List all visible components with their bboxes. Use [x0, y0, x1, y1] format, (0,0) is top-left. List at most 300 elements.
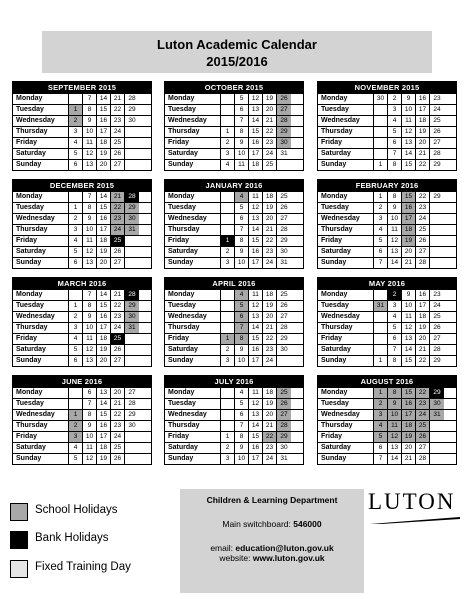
- date-cell: 22: [416, 356, 430, 366]
- date-cell: 29: [433, 193, 441, 200]
- date-cell: 24: [263, 454, 277, 464]
- date-cell: 14: [249, 116, 263, 126]
- date-cell: 28: [128, 95, 136, 102]
- switchboard-number: 546000: [293, 519, 322, 529]
- date-cell: 20: [263, 410, 277, 420]
- date-cell: [221, 105, 235, 115]
- date-cell: 13: [83, 160, 97, 170]
- day-name: Wednesday: [318, 214, 374, 224]
- date-cell: 8: [235, 127, 249, 137]
- day-name: Saturday: [318, 443, 374, 453]
- date-cell: 19: [97, 247, 111, 257]
- date-cell: 13: [388, 443, 402, 453]
- week-row: [165, 289, 303, 300]
- month-header: JANUARY 2016: [165, 180, 303, 191]
- date-cell: [125, 247, 139, 257]
- date-cell: 7: [374, 258, 388, 268]
- week-row: [318, 224, 456, 235]
- date-cell: 27: [111, 160, 125, 170]
- date-cell: 23: [416, 203, 430, 213]
- school-holiday-cell: 15: [402, 388, 416, 398]
- school-holiday-cell: 7: [235, 323, 249, 333]
- date-cell: 23: [263, 247, 277, 257]
- week-row: [13, 202, 151, 213]
- date-cell: 14: [249, 421, 263, 431]
- date-cell: [430, 203, 444, 213]
- date-cell: 10: [235, 149, 249, 159]
- day-name: Tuesday: [13, 301, 69, 311]
- training-day-swatch: [10, 560, 28, 578]
- date-cell: 21: [111, 399, 125, 409]
- date-cell: 23: [433, 291, 441, 298]
- school-holiday-cell: 26: [416, 432, 430, 442]
- date-cell: [125, 454, 139, 464]
- school-holiday-cell: 30: [125, 214, 139, 224]
- date-cell: 17: [416, 301, 430, 311]
- week-row: [165, 202, 303, 213]
- week-row: [318, 257, 456, 268]
- date-cell: 18: [416, 312, 430, 322]
- date-cell: 25: [433, 313, 441, 320]
- date-cell: 13: [83, 258, 97, 268]
- day-name: Friday: [165, 138, 221, 148]
- school-holiday-cell: 22: [263, 432, 277, 442]
- date-cell: 13: [249, 312, 263, 322]
- month-header: FEBRUARY 2016: [318, 180, 456, 191]
- day-name: Wednesday: [318, 116, 374, 126]
- week-row: [318, 322, 456, 333]
- month-april-2016: [164, 277, 304, 367]
- week-row: [318, 213, 456, 224]
- date-cell: 11: [83, 334, 97, 344]
- date-cell: 18: [97, 334, 111, 344]
- date-cell: 5: [69, 454, 83, 464]
- day-name: Monday: [318, 290, 374, 300]
- date-cell: 16: [97, 214, 111, 224]
- date-cell: 3: [69, 323, 83, 333]
- date-cell: 15: [249, 432, 263, 442]
- website-link[interactable]: www.luton.gov.uk: [252, 553, 325, 563]
- day-name: Saturday: [318, 149, 374, 159]
- date-cell: 13: [83, 356, 97, 366]
- school-holiday-cell: 3: [69, 432, 83, 442]
- school-holiday-cell: 1: [374, 388, 388, 398]
- date-cell: 23: [433, 95, 441, 102]
- date-cell: 20: [111, 388, 125, 398]
- date-cell: 11: [83, 443, 97, 453]
- week-row: [318, 311, 456, 322]
- date-cell: 25: [263, 160, 277, 170]
- school-holiday-cell: 29: [125, 203, 139, 213]
- date-cell: 21: [263, 421, 277, 431]
- week-row: [13, 126, 151, 137]
- date-cell: 1: [374, 356, 388, 366]
- day-name: Thursday: [165, 323, 221, 333]
- school-holiday-cell: 19: [402, 236, 416, 246]
- date-cell: 22: [111, 410, 125, 420]
- date-cell: 16: [249, 247, 263, 257]
- date-cell: 8: [83, 410, 97, 420]
- week-row: [165, 213, 303, 224]
- date-cell: 1: [69, 301, 83, 311]
- date-cell: 27: [416, 443, 430, 453]
- week-row: [318, 126, 456, 137]
- date-cell: 7: [83, 94, 97, 104]
- date-cell: [125, 345, 139, 355]
- date-cell: 21: [416, 149, 430, 159]
- date-cell: [430, 236, 444, 246]
- date-cell: 25: [416, 225, 430, 235]
- day-name: Saturday: [13, 247, 69, 257]
- week-row: [165, 409, 303, 420]
- date-cell: 3: [69, 225, 83, 235]
- date-cell: [69, 388, 83, 398]
- date-cell: 1: [221, 127, 235, 137]
- date-cell: 16: [416, 94, 430, 104]
- week-row: [13, 115, 151, 126]
- date-cell: 20: [416, 334, 430, 344]
- week-row: [165, 344, 303, 355]
- date-cell: 14: [97, 94, 111, 104]
- date-cell: 8: [235, 432, 249, 442]
- week-row: [165, 126, 303, 137]
- date-cell: 18: [416, 116, 430, 126]
- date-cell: 29: [128, 106, 136, 113]
- date-cell: 6: [388, 138, 402, 148]
- date-cell: 7: [235, 421, 249, 431]
- date-cell: 3: [388, 105, 402, 115]
- school-holiday-cell: 29: [277, 432, 291, 442]
- date-cell: 28: [433, 150, 441, 157]
- date-cell: 20: [263, 312, 277, 322]
- date-cell: 15: [249, 334, 263, 344]
- date-cell: 6: [69, 258, 83, 268]
- day-name: Saturday: [13, 345, 69, 355]
- week-row: [318, 191, 456, 202]
- date-cell: 21: [263, 225, 277, 235]
- day-name: Thursday: [13, 421, 69, 431]
- week-row: [318, 420, 456, 431]
- date-cell: 21: [263, 116, 277, 126]
- day-name: Friday: [165, 432, 221, 442]
- day-name: Thursday: [165, 421, 221, 431]
- logo-swoosh-icon: [370, 517, 460, 525]
- date-cell: [374, 127, 388, 137]
- date-cell: 21: [263, 323, 277, 333]
- date-cell: [221, 410, 235, 420]
- school-holiday-cell: 23: [416, 399, 430, 409]
- date-cell: 25: [111, 443, 125, 453]
- week-row: [165, 93, 303, 104]
- luton-logo: [368, 490, 464, 528]
- day-name: Tuesday: [165, 105, 221, 115]
- date-cell: 25: [433, 117, 441, 124]
- day-name: Friday: [13, 138, 69, 148]
- date-cell: 28: [433, 346, 441, 353]
- date-cell: 29: [280, 335, 288, 342]
- week-row: [165, 431, 303, 442]
- date-cell: [125, 160, 139, 170]
- month-december-2015: [12, 179, 152, 269]
- day-name: Friday: [318, 236, 374, 246]
- date-cell: 13: [249, 214, 263, 224]
- day-name: Wednesday: [165, 312, 221, 322]
- date-cell: 14: [97, 192, 111, 202]
- week-row: [13, 387, 151, 398]
- date-cell: 18: [263, 388, 277, 398]
- date-cell: 3: [221, 454, 235, 464]
- date-cell: 10: [235, 454, 249, 464]
- school-holiday-cell: 29: [277, 127, 291, 137]
- date-cell: 26: [111, 149, 125, 159]
- date-cell: 12: [249, 399, 263, 409]
- date-cell: 19: [263, 94, 277, 104]
- date-cell: 28: [416, 454, 430, 464]
- date-cell: 18: [97, 138, 111, 148]
- day-name: Tuesday: [318, 301, 374, 311]
- date-cell: 12: [402, 323, 416, 333]
- week-row: [13, 420, 151, 431]
- date-cell: 30: [280, 444, 288, 451]
- date-cell: 5: [374, 236, 388, 246]
- month-header: MARCH 2016: [13, 278, 151, 289]
- day-name: Wednesday: [318, 312, 374, 322]
- date-cell: 4: [69, 236, 83, 246]
- date-cell: [221, 323, 235, 333]
- calendar-title-box: [42, 31, 432, 73]
- date-cell: 30: [128, 117, 136, 124]
- date-cell: 17: [249, 149, 263, 159]
- week-row: [318, 148, 456, 159]
- date-cell: 3: [221, 356, 235, 366]
- school-holiday-cell: 3: [374, 410, 388, 420]
- date-cell: 12: [83, 345, 97, 355]
- date-cell: 9: [83, 421, 97, 431]
- date-cell: 17: [97, 225, 111, 235]
- date-cell: 7: [83, 399, 97, 409]
- day-name: Monday: [318, 192, 374, 202]
- date-cell: 11: [249, 192, 263, 202]
- day-name: Sunday: [318, 160, 374, 170]
- date-cell: [221, 301, 235, 311]
- date-cell: 9: [388, 203, 402, 213]
- date-cell: [277, 356, 291, 366]
- day-name: Monday: [165, 388, 221, 398]
- week-row: [318, 289, 456, 300]
- week-row: [13, 355, 151, 366]
- week-row: [13, 246, 151, 257]
- date-cell: 22: [263, 236, 277, 246]
- date-cell: 13: [402, 334, 416, 344]
- school-holiday-cell: 19: [402, 432, 416, 442]
- date-cell: 12: [83, 149, 97, 159]
- day-name: Sunday: [318, 356, 374, 366]
- month-january-2016: [164, 179, 304, 269]
- date-cell: 21: [402, 454, 416, 464]
- date-cell: 17: [249, 356, 263, 366]
- school-holiday-cell: 17: [402, 410, 416, 420]
- day-name: Thursday: [318, 127, 374, 137]
- month-header: SEPTEMBER 2015: [13, 82, 151, 93]
- date-cell: [430, 421, 444, 431]
- date-cell: 6: [83, 388, 97, 398]
- school-holiday-cell: 4: [235, 290, 249, 300]
- date-cell: 4: [69, 138, 83, 148]
- school-holiday-cell: 24: [416, 410, 430, 420]
- school-holiday-cell: 25: [277, 388, 291, 398]
- date-cell: [374, 345, 388, 355]
- month-october-2015: [164, 81, 304, 171]
- week-row: [318, 104, 456, 115]
- school-holiday-cell: 29: [125, 301, 139, 311]
- school-holiday-cell: 30: [277, 138, 291, 148]
- date-cell: 21: [111, 94, 125, 104]
- date-cell: 12: [249, 94, 263, 104]
- week-row: [165, 257, 303, 268]
- date-cell: 9: [235, 345, 249, 355]
- date-cell: 20: [97, 356, 111, 366]
- school-holiday-cell: 9: [388, 399, 402, 409]
- school-holiday-cell: 16: [402, 203, 416, 213]
- date-cell: [430, 454, 444, 464]
- date-cell: 11: [83, 236, 97, 246]
- date-cell: 10: [402, 105, 416, 115]
- date-cell: 22: [263, 127, 277, 137]
- date-cell: 3: [374, 214, 388, 224]
- week-row: [165, 148, 303, 159]
- date-cell: 6: [388, 334, 402, 344]
- day-name: Sunday: [165, 258, 221, 268]
- date-cell: 28: [280, 324, 288, 331]
- date-cell: 24: [263, 356, 277, 366]
- month-header: DECEMBER 2015: [13, 180, 151, 191]
- date-cell: 22: [416, 160, 430, 170]
- date-cell: 5: [69, 345, 83, 355]
- day-name: Wednesday: [13, 410, 69, 420]
- week-row: [13, 453, 151, 464]
- date-cell: [125, 356, 139, 366]
- date-cell: 24: [433, 106, 441, 113]
- date-cell: [69, 94, 83, 104]
- date-cell: [430, 258, 444, 268]
- month-august-2016: [317, 375, 457, 465]
- date-cell: 24: [111, 432, 125, 442]
- date-cell: 10: [235, 258, 249, 268]
- week-row: [165, 398, 303, 409]
- date-cell: 9: [83, 312, 97, 322]
- month-header: NOVEMBER 2015: [318, 82, 456, 93]
- date-cell: 18: [97, 443, 111, 453]
- date-cell: 4: [374, 225, 388, 235]
- date-cell: 10: [83, 127, 97, 137]
- date-cell: [221, 421, 235, 431]
- date-cell: [125, 138, 139, 148]
- week-row: [13, 344, 151, 355]
- school-holiday-cell: 8: [388, 388, 402, 398]
- date-cell: 9: [402, 290, 416, 300]
- school-holiday-cell: 15: [402, 192, 416, 202]
- date-cell: 26: [111, 345, 125, 355]
- date-cell: 9: [235, 138, 249, 148]
- date-cell: [430, 432, 444, 442]
- day-name: Sunday: [165, 356, 221, 366]
- date-cell: 12: [388, 236, 402, 246]
- day-name: Thursday: [318, 323, 374, 333]
- date-cell: 28: [416, 258, 430, 268]
- date-cell: [221, 388, 235, 398]
- date-cell: 27: [128, 389, 136, 396]
- date-cell: [221, 312, 235, 322]
- day-name: Tuesday: [165, 203, 221, 213]
- week-row: [13, 311, 151, 322]
- week-row: [165, 420, 303, 431]
- month-november-2015: [317, 81, 457, 171]
- month-header: MAY 2016: [318, 278, 456, 289]
- week-row: [318, 202, 456, 213]
- bank-holiday-cell: 25: [111, 236, 125, 246]
- date-cell: 26: [280, 204, 288, 211]
- week-row: [318, 300, 456, 311]
- date-cell: 1: [221, 432, 235, 442]
- date-cell: [374, 149, 388, 159]
- week-row: [165, 300, 303, 311]
- date-cell: 4: [69, 443, 83, 453]
- date-cell: 29: [433, 357, 441, 364]
- date-cell: 25: [280, 291, 288, 298]
- day-name: Sunday: [13, 356, 69, 366]
- date-cell: 19: [416, 323, 430, 333]
- date-cell: 26: [111, 454, 125, 464]
- day-name: Monday: [13, 290, 69, 300]
- date-cell: 1: [374, 192, 388, 202]
- email-link[interactable]: education@luton.gov.uk: [235, 543, 334, 553]
- date-cell: [125, 236, 139, 246]
- date-cell: 16: [97, 312, 111, 322]
- week-row: [165, 355, 303, 366]
- date-cell: 29: [128, 411, 136, 418]
- day-name: Saturday: [318, 247, 374, 257]
- school-holiday-cell: 1: [221, 334, 235, 344]
- date-cell: 8: [235, 236, 249, 246]
- date-cell: 12: [249, 301, 263, 311]
- date-cell: [374, 290, 388, 300]
- week-row: [318, 387, 456, 398]
- date-cell: 27: [416, 247, 430, 257]
- week-row: [165, 159, 303, 170]
- school-holiday-cell: 6: [235, 312, 249, 322]
- date-cell: 1: [374, 160, 388, 170]
- week-row: [318, 409, 456, 420]
- date-cell: 25: [111, 138, 125, 148]
- date-cell: [125, 443, 139, 453]
- week-row: [165, 235, 303, 246]
- date-cell: 18: [249, 160, 263, 170]
- day-name: Saturday: [165, 149, 221, 159]
- date-cell: 11: [83, 138, 97, 148]
- day-name: Wednesday: [13, 116, 69, 126]
- day-name: Tuesday: [13, 203, 69, 213]
- month-header: OCTOBER 2015: [165, 82, 303, 93]
- week-row: [165, 246, 303, 257]
- day-name: Wednesday: [165, 214, 221, 224]
- week-row: [165, 137, 303, 148]
- school-holiday-cell: 28: [277, 421, 291, 431]
- date-cell: 2: [374, 203, 388, 213]
- date-cell: 9: [83, 116, 97, 126]
- date-cell: [221, 399, 235, 409]
- date-cell: [221, 203, 235, 213]
- date-cell: 15: [249, 236, 263, 246]
